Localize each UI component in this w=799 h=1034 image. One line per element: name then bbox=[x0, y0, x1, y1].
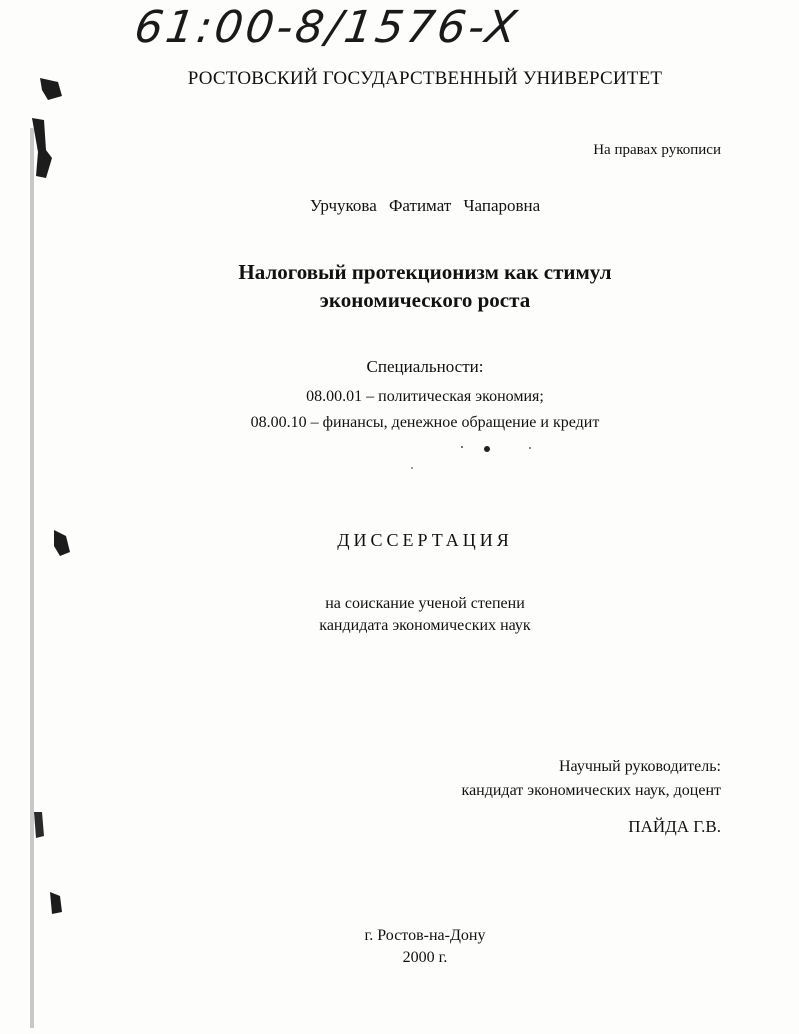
specialty-item: 08.00.10 – финансы, денежное обращение и кредит bbox=[250, 414, 600, 431]
document-type: ДИССЕРТАЦИЯ bbox=[337, 530, 513, 550]
dissertation-title bbox=[0, 258, 799, 314]
degree-line-2: кандидата экономических наук bbox=[319, 617, 531, 634]
rights-note: На правах рукописи bbox=[593, 142, 721, 158]
degree-line-1: на соискание ученой степени bbox=[325, 595, 525, 612]
scan-speck bbox=[411, 467, 413, 469]
scan-blot bbox=[34, 812, 44, 838]
scan-blot bbox=[50, 892, 62, 914]
city: г. Ростов-на-Дону bbox=[364, 927, 486, 944]
place-and-year bbox=[0, 925, 799, 969]
scan-speck bbox=[461, 446, 463, 448]
supervisor-name: ПАЙДА Г.В. bbox=[628, 817, 721, 836]
specialties-list bbox=[0, 384, 799, 436]
author-name: Урчукова Фатимат Чапаровна bbox=[309, 196, 541, 215]
handwritten-archive-code: 61:00-8/1576-X bbox=[131, 2, 523, 53]
supervisor-label: Научный руководитель: bbox=[558, 758, 721, 775]
degree-statement bbox=[0, 593, 799, 637]
title-line-2: экономического роста bbox=[319, 288, 531, 312]
specialty-item: 08.00.01 – политическая экономия; bbox=[306, 388, 544, 405]
supervisor-block bbox=[462, 755, 721, 803]
scan-speck bbox=[484, 446, 490, 452]
scan-blot bbox=[32, 118, 52, 178]
year: 2000 г. bbox=[402, 949, 448, 966]
scan-speck bbox=[529, 447, 531, 449]
supervisor-degree: кандидат экономических наук, доцент bbox=[461, 782, 721, 799]
title-line-1: Налоговый протекционизм как стимул bbox=[238, 260, 612, 284]
specialties-label: Специальности: bbox=[366, 357, 484, 376]
university-name: РОСТОВСКИЙ ГОСУДАРСТВЕННЫЙ УНИВЕРСИТЕТ bbox=[187, 68, 663, 89]
